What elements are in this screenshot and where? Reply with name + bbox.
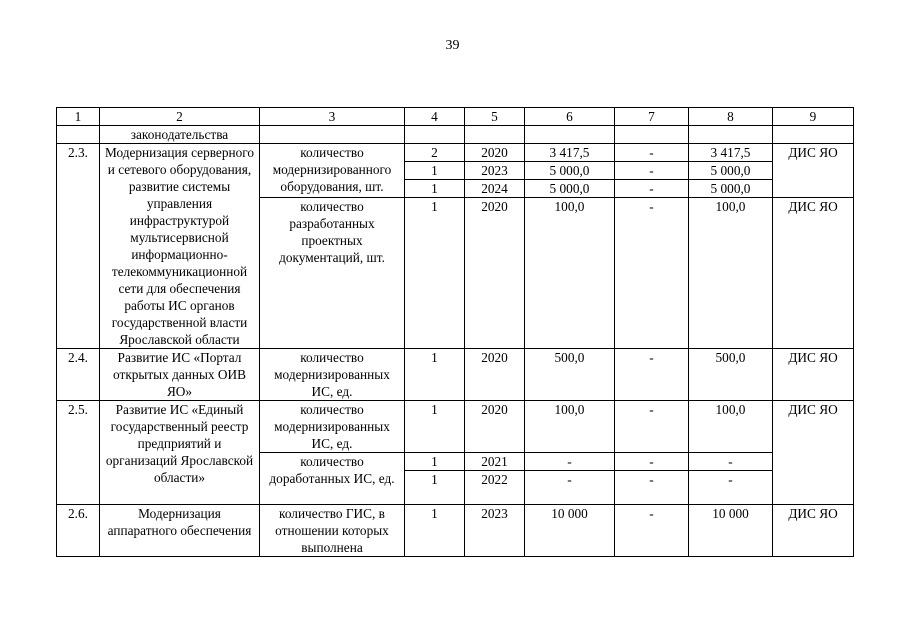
col8-cell: 100,0 bbox=[689, 401, 773, 453]
header-cell: 7 bbox=[615, 108, 689, 126]
indicator-value: 1 bbox=[405, 453, 465, 471]
total-cell: - bbox=[525, 471, 615, 505]
col7-cell: - bbox=[615, 180, 689, 198]
year-cell: 2020 bbox=[465, 144, 525, 162]
col7-cell: - bbox=[615, 162, 689, 180]
measure-name: Модернизация серверного и сетевого оборудования, развитие системы управления инфраструктурой мультисервисной информационно-телекоммуникационной сети для обеспечения работы ИС органов государственной власти Ярославской области bbox=[100, 144, 260, 349]
col8-cell: 5 000,0 bbox=[689, 180, 773, 198]
executor-cell: ДИС ЯО bbox=[773, 198, 854, 349]
year-cell: 2023 bbox=[465, 162, 525, 180]
table-row bbox=[57, 144, 854, 162]
executor-cell: ДИС ЯО bbox=[773, 144, 854, 198]
total-cell: 100,0 bbox=[525, 401, 615, 453]
indicator-label: количество разработанных проектных документаций, шт. bbox=[260, 198, 405, 349]
col7-cell: - bbox=[615, 471, 689, 505]
total-cell: 100,0 bbox=[525, 198, 615, 349]
indicator-value: 1 bbox=[405, 471, 465, 505]
col8-cell: 500,0 bbox=[689, 349, 773, 401]
col7-cell: - bbox=[615, 505, 689, 557]
year-cell: 2021 bbox=[465, 453, 525, 471]
header-cell: 4 bbox=[405, 108, 465, 126]
executor-cell: ДИС ЯО bbox=[773, 505, 854, 557]
year-cell: 2020 bbox=[465, 198, 525, 349]
col7-cell: - bbox=[615, 198, 689, 349]
measure-name: Развитие ИС «Единый государственный реестр предприятий и организаций Ярославской области» bbox=[100, 401, 260, 505]
col7-cell: - bbox=[615, 349, 689, 401]
total-cell: 500,0 bbox=[525, 349, 615, 401]
indicator-value: 1 bbox=[405, 401, 465, 453]
indicator-value: 1 bbox=[405, 349, 465, 401]
col8-cell: 5 000,0 bbox=[689, 162, 773, 180]
total-cell: 5 000,0 bbox=[525, 180, 615, 198]
row-number: 2.5. bbox=[57, 401, 100, 505]
total-cell: 5 000,0 bbox=[525, 162, 615, 180]
indicator-value: 1 bbox=[405, 180, 465, 198]
header-cell: 9 bbox=[773, 108, 854, 126]
executor-cell: ДИС ЯО bbox=[773, 401, 854, 505]
year-cell: 2024 bbox=[465, 180, 525, 198]
col8-cell: 10 000 bbox=[689, 505, 773, 557]
header-cell: 2 bbox=[100, 108, 260, 126]
program-table bbox=[56, 107, 854, 557]
header-cell: 6 bbox=[525, 108, 615, 126]
year-cell: 2020 bbox=[465, 349, 525, 401]
measure-name: Развитие ИС «Портал открытых данных ОИВ ЯО» bbox=[100, 349, 260, 401]
header-cell: 5 bbox=[465, 108, 525, 126]
indicator-label: количество модернизированных ИС, ед. bbox=[260, 401, 405, 453]
table-row bbox=[57, 349, 854, 401]
col8-cell: - bbox=[689, 471, 773, 505]
executor-cell: ДИС ЯО bbox=[773, 349, 854, 401]
row-number: 2.6. bbox=[57, 505, 100, 557]
col7-cell: - bbox=[615, 453, 689, 471]
measure-name-continued: законодательства bbox=[100, 126, 260, 144]
total-cell: - bbox=[525, 453, 615, 471]
row-number: 2.3. bbox=[57, 144, 100, 349]
col8-cell: - bbox=[689, 453, 773, 471]
indicator-label: количество ГИС, в отношении которых выполнена bbox=[260, 505, 405, 557]
indicator-label: количество модернизированных ИС, ед. bbox=[260, 349, 405, 401]
indicator-value: 2 bbox=[405, 144, 465, 162]
table-row bbox=[57, 401, 854, 453]
indicator-value: 1 bbox=[405, 198, 465, 349]
col8-cell: 100,0 bbox=[689, 198, 773, 349]
table-row bbox=[57, 505, 854, 557]
header-cell: 3 bbox=[260, 108, 405, 126]
indicator-value: 1 bbox=[405, 162, 465, 180]
col7-cell: - bbox=[615, 144, 689, 162]
header-cell: 1 bbox=[57, 108, 100, 126]
indicator-label: количество доработанных ИС, ед. bbox=[260, 453, 405, 505]
col7-cell: - bbox=[615, 401, 689, 453]
indicator-label: количество модернизированного оборудования, шт. bbox=[260, 144, 405, 198]
row-number: 2.4. bbox=[57, 349, 100, 401]
measure-name: Модернизация аппаратного обеспечения bbox=[100, 505, 260, 557]
year-cell: 2020 bbox=[465, 401, 525, 453]
header-row bbox=[57, 108, 854, 126]
indicator-value: 1 bbox=[405, 505, 465, 557]
col8-cell: 3 417,5 bbox=[689, 144, 773, 162]
year-cell: 2022 bbox=[465, 471, 525, 505]
total-cell: 10 000 bbox=[525, 505, 615, 557]
year-cell: 2023 bbox=[465, 505, 525, 557]
header-cell: 8 bbox=[689, 108, 773, 126]
continuation-row bbox=[57, 126, 854, 144]
total-cell: 3 417,5 bbox=[525, 144, 615, 162]
page-number: 39 bbox=[445, 38, 460, 53]
